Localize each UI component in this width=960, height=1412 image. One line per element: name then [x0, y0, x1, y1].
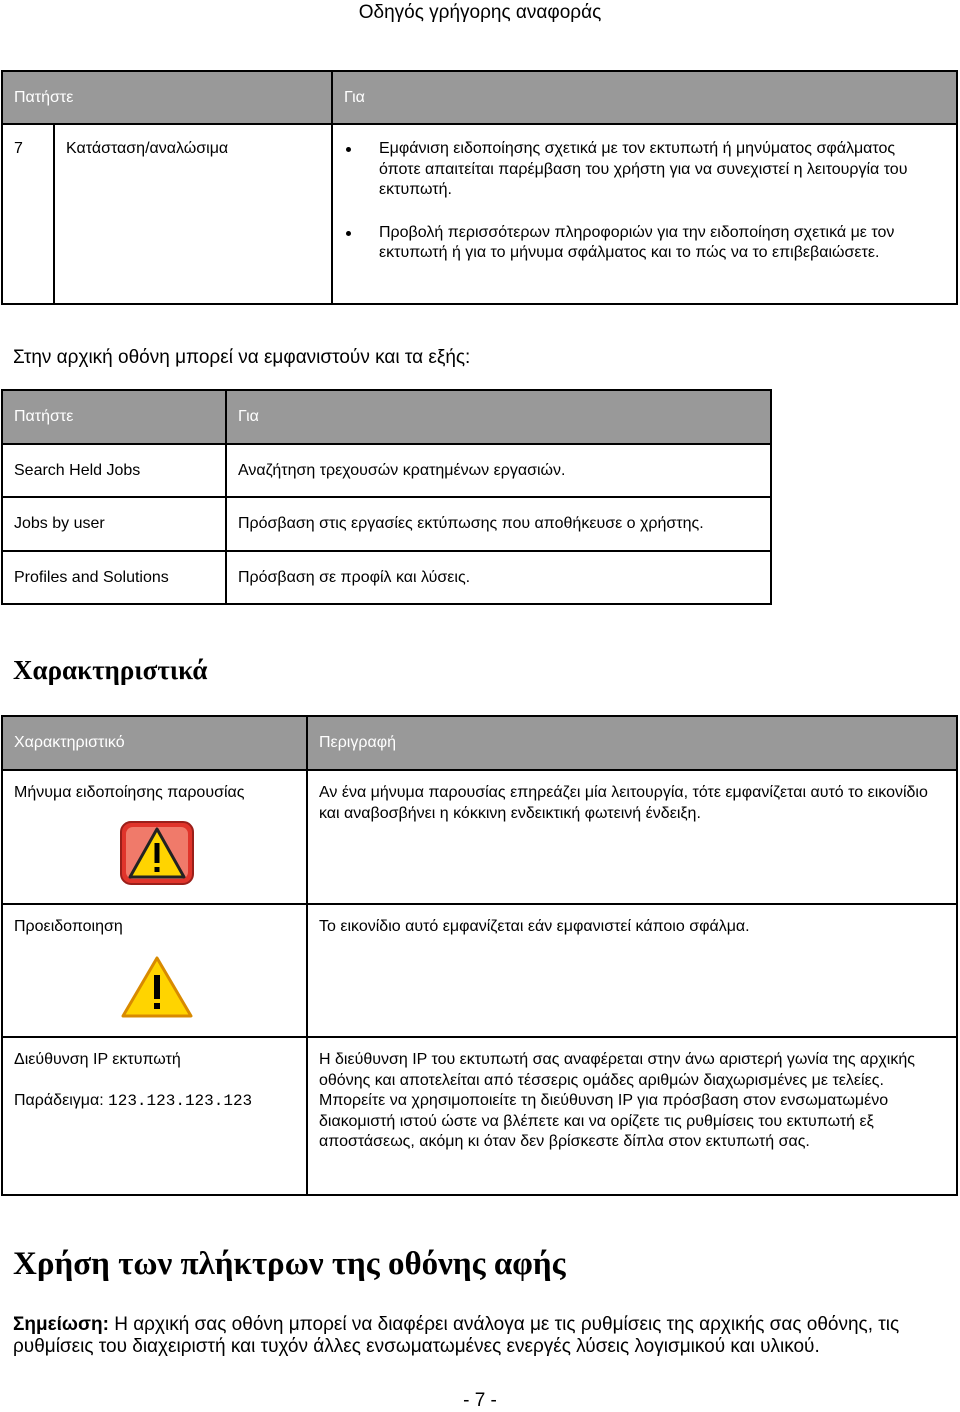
page-number: - 7 - [463, 1390, 497, 1411]
cell-for: Πρόσβαση σε προφίλ και λύσεις. [226, 551, 771, 604]
note-paragraph [13, 1314, 953, 1358]
cell-feature: Διεύθυνση IP εκτυπωτή Παράδειγμα: 123.123.123.123 [2, 1037, 307, 1195]
cell-for: Πρόσβαση στις εργασίες εκτύπωσης που αποθήκευσε ο χρήστης. [226, 497, 771, 551]
header-press: Πατήστε [2, 390, 226, 444]
header-for: Για [226, 390, 771, 444]
bullet-item: Εμφάνιση ειδοποίησης σχετικά με τον εκτυπωτή ή μηνύματος σφάλματος όποτε απαιτείται παρέμβαση του χρήστη για να συνεχιστεί η λειτουργία του εκτυπωτή. [333, 139, 936, 201]
table-row [2, 444, 771, 497]
table-row [2, 1037, 957, 1195]
table-header-row [2, 716, 957, 770]
attention-warning-icon [120, 821, 194, 885]
table-row [2, 124, 957, 304]
cell-description: Αν ένα μήνυμα παρουσίας επηρεάζει μία λειτουργία, τότε εμφανίζεται αυτό το εικονίδιο και αναβοσβήνει η κόκκινη ενδεικτική φωτεινή ένδειξη. [307, 770, 957, 904]
table-row [2, 497, 771, 551]
header-feature: Χαρακτηριστικό [2, 716, 307, 770]
cell-for: Αναζήτηση τρεχουσών κρατημένων εργασιών. [226, 444, 771, 497]
header-description: Περιγραφή [307, 716, 957, 770]
intro-text: Στην αρχική οθόνη μπορεί να εμφανιστούν και τα εξής: [13, 347, 471, 368]
header-press: Πατήστε [2, 71, 332, 124]
cell-description: Η διεύθυνση IP του εκτυπωτή σας αναφέρεται στην άνω αριστερή γωνία της αρχικής οθόνης και αποτελείται από τέσσερις ομάδες αριθμών διαχωρισμένες με τελείες. Μπορείτε να χρησιμοποιείτε τη διεύθυνση IP για πρόσβαση στον ενσωματωμένο διακομιστή ιστού ώστε να βλέπετε και να ορίζετε τις ρυθμίσεις του εκτυπωτή εξ αποστάσεως, ακόμη κι όταν δεν βρίσκεστε δίπλα στον εκτυπωτή σας. [307, 1037, 957, 1195]
features-table [1, 715, 958, 1196]
cell-feature: Προειδοποιηση [2, 904, 307, 1037]
header-for: Για [332, 71, 957, 124]
ip-example: Παράδειγμα: 123.123.123.123 [14, 1091, 253, 1110]
note-label: Σημείωση: [13, 1314, 109, 1335]
cell-feature: Μήνυμα ειδοποίησης παρουσίας [2, 770, 307, 904]
page-header-title: Οδηγός γρήγορης αναφοράς [358, 2, 602, 23]
table-row [2, 770, 957, 904]
warning-icon [120, 955, 194, 1019]
cell-description: Το εικονίδιο αυτό εμφανίζεται εάν εμφανιστεί κάποιο σφάλμα. [307, 904, 957, 1037]
cell-press: Jobs by user [2, 497, 226, 551]
touch-keys-heading: Χρήση των πλήκτρων της οθόνης αφής [13, 1246, 566, 1282]
features-heading: Χαρακτηριστικά [13, 655, 208, 685]
bullet-icon [346, 147, 351, 152]
note-text: Η αρχική σας οθόνη μπορεί να διαφέρει ανάλογα με τις ρυθμίσεις της αρχικής σας οθόνης, τις ρυθμίσεις του διαχειριστή και τυχόν άλλες ενσωματωμένες ενεργές λύσεις λογισμικού και υλικού. [13, 1314, 900, 1357]
home-items-table [1, 389, 772, 605]
table-header-row [2, 390, 771, 444]
table-row [2, 904, 957, 1037]
row-description [332, 124, 957, 304]
table-header-row [2, 71, 957, 124]
ip-example-value: 123.123.123.123 [108, 1091, 253, 1110]
status-table [1, 70, 958, 305]
cell-press: Search Held Jobs [2, 444, 226, 497]
row-name: Κατάσταση/αναλώσιμα [54, 124, 332, 304]
bullet-item: Προβολή περισσότερων πληροφοριών για την ειδοποίηση σχετικά με τον εκτυπωτή ή για το μήνυμα σφάλματος και το πώς να το επιβεβαιώσετε. [333, 223, 936, 264]
bullet-icon [346, 231, 351, 236]
row-number: 7 [2, 124, 54, 304]
cell-press: Profiles and Solutions [2, 551, 226, 604]
table-row [2, 551, 771, 604]
